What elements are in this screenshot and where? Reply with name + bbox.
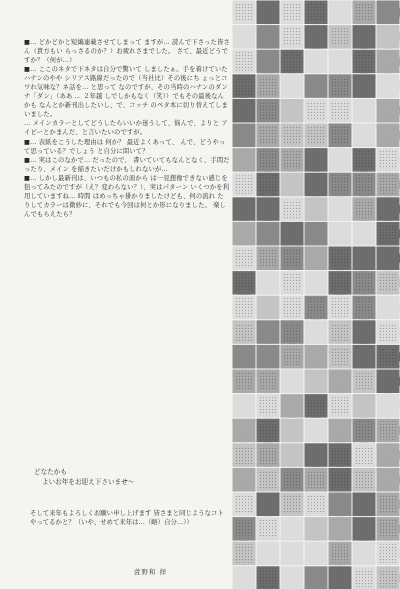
author-signature: 萱野和 拝 xyxy=(134,568,168,576)
puzzle-piece xyxy=(376,566,400,589)
afterword-text xyxy=(24,38,230,219)
puzzle-pattern-image xyxy=(232,0,400,589)
paragraph: ■… しかし最新刊は、いつもの私の面から は一見想像できない感じを狙ってみたのですが（え？変わらない？）、実はパターン いくつかを利用していますね… 時間 はめっちゃ掛かりましたけども、何の流れ たりしてカラーは微妙に、それでも今回は何とか形になりました。 楽しんでもらえたら？ xyxy=(24,174,230,218)
paragraph: ■… 実はこのなかで… だったので、 書いていてもなんとなく、手間だったり、メイン を描きたいだけかもしれないが… xyxy=(24,156,230,173)
closing-greeting xyxy=(34,468,134,487)
paragraph: ■… 表紙をこうした理由は 何か？ 最近よくあって、 んで、どうやって思っている？でしょう と自分に問いて？ xyxy=(24,138,226,155)
paragraph: ■… どかどかと短編連載させてしまって ますが… 読んで下さった皆さん（貴方もい らっさるのか？）お疲れさまでした。 さて、最近どうですか？（何が…） xyxy=(24,39,230,65)
puzzle-pattern-decoration xyxy=(232,0,400,589)
closing-line: どなたかも xyxy=(34,468,67,476)
final-paragraph: そして来年もよろしくお願い申し上げます 皆さまと同じようなコトやってるかと？（いや、せめて来年は…（略）自分…）） xyxy=(30,509,224,527)
closing-line: よいお年をお迎え下さいませ〜 xyxy=(42,477,135,486)
paragraph: ■… ここのネタで下ネタは自分で驚いて しましたぁ。手を着けていたハナンのやや シリアス路線だったので（当社比）その後にち ょっとコワれ気味な？ネ話を… と思って なのですが、その当時のハナンのダンナ「ダン」（ああ … ２年越 しでしかもなく（笑））でもその最後なんかも なんとか新刊出したいし、で、コッチ のペタ本に切り替えてしまいました。 xyxy=(24,66,228,119)
paragraph: … メインカラーとしてどうしたらいいか迷うして、悩んで、よりと アイビーとかまんだ、と言いたいのですが。 xyxy=(24,120,228,137)
